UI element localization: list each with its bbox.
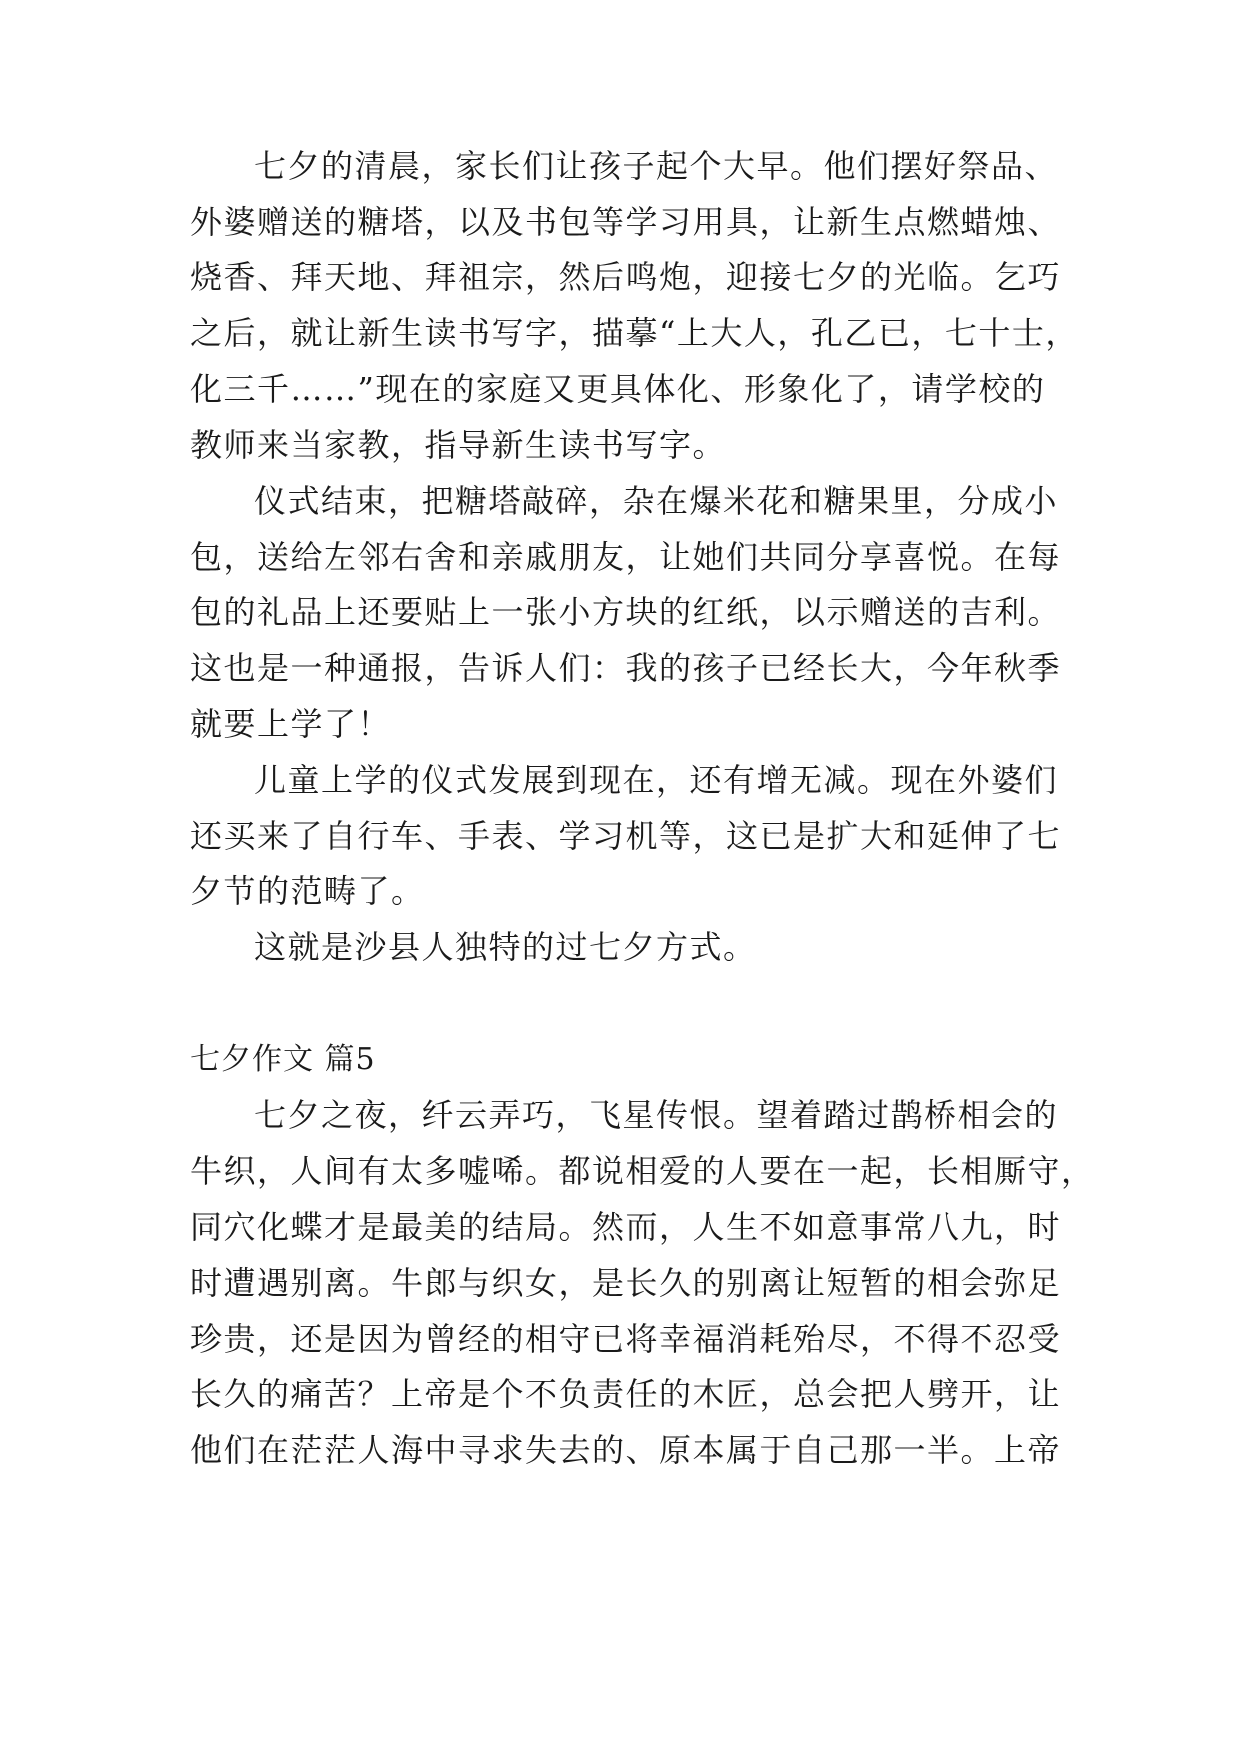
section-paragraph-line-1: 七夕之夜，纤云弄巧，飞星传恨。望着踏过鹊桥相会的 — [254, 1096, 1059, 1134]
section-paragraph-line-2: 牛织，人间有太多嘘唏。都说相爱的人要在一起，长相厮守， — [190, 1152, 1095, 1190]
paragraph-1-line-4: 之后，就让新生读书写字，描摹“上大人，孔乙已，七十士， — [190, 314, 1079, 352]
paragraph-1-line-1: 七夕的清晨，家长们让孩子起个大早。他们摆好祭品、 — [254, 147, 1059, 185]
paragraph-1-line-5: 化三千……”现在的家庭又更具体化、形象化了，请学校的 — [190, 370, 1046, 408]
paragraph-4-line-1: 这就是沙县人独特的过七夕方式。 — [254, 928, 757, 966]
paragraph-3-line-1: 儿童上学的仪式发展到现在，还有增无减。现在外婆们 — [254, 761, 1059, 799]
paragraph-2-line-2: 包，送给左邻右舍和亲戚朋友，让她们共同分享喜悦。在每 — [190, 538, 1062, 576]
paragraph-3-line-3: 夕节的范畴了。 — [190, 872, 425, 910]
section-heading: 七夕作文 篇5 — [190, 1042, 376, 1077]
section-paragraph-line-3: 同穴化蝶才是最美的结局。然而，人生不如意事常八九，时 — [190, 1208, 1062, 1246]
paragraph-2-line-4: 这也是一种通报，告诉人们：我的孩子已经长大，今年秋季 — [190, 649, 1062, 687]
paragraph-2-line-5: 就要上学了！ — [190, 705, 392, 743]
paragraph-2-line-1: 仪式结束，把糖塔敲碎，杂在爆米花和糖果里，分成小 — [254, 482, 1059, 520]
paragraph-1-line-3: 烧香、拜天地、拜祖宗，然后鸣炮，迎接七夕的光临。乞巧 — [190, 258, 1062, 296]
paragraph-3-line-2: 还买来了自行车、手表、学习机等，这已是扩大和延伸了七 — [190, 817, 1062, 855]
section-paragraph-line-7: 他们在茫茫人海中寻求失去的、原本属于自己那一半。上帝 — [190, 1431, 1062, 1469]
paragraph-1-line-6: 教师来当家教，指导新生读书写字。 — [190, 426, 727, 464]
paragraph-1-line-2: 外婆赠送的糖塔，以及书包等学习用具，让新生点燃蜡烛、 — [190, 203, 1062, 241]
section-paragraph-line-4: 时遭遇别离。牛郎与织女，是长久的别离让短暂的相会弥足 — [190, 1264, 1062, 1302]
paragraph-2-line-3: 包的礼品上还要贴上一张小方块的红纸，以示赠送的吉利。 — [190, 593, 1062, 631]
section-paragraph-line-6: 长久的痛苦？上帝是个不负责任的木匠，总会把人劈开，让 — [190, 1375, 1062, 1413]
section-paragraph-line-5: 珍贵，还是因为曾经的相守已将幸福消耗殆尽，不得不忍受 — [190, 1320, 1062, 1358]
